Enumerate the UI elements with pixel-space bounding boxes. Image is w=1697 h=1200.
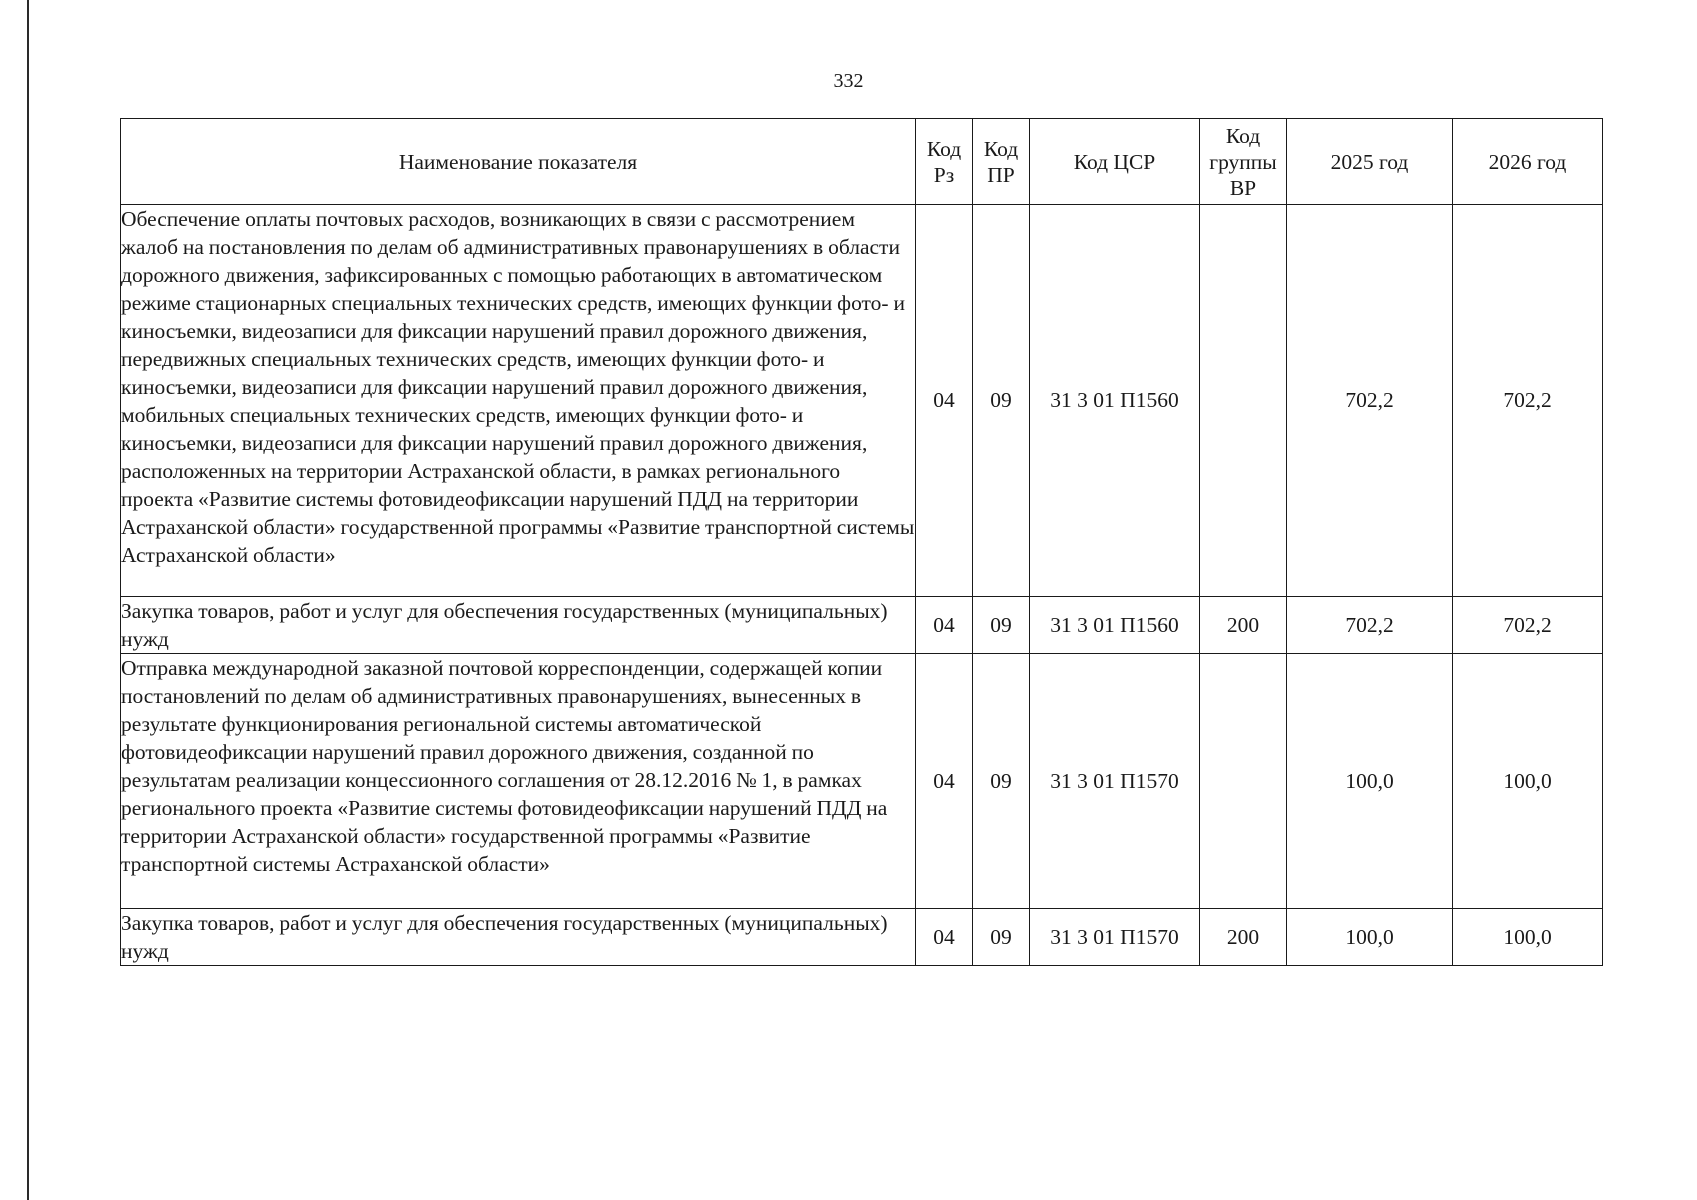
row-2025: 702,2 bbox=[1287, 597, 1453, 654]
binding-edge-line bbox=[27, 0, 29, 1200]
row-2025: 702,2 bbox=[1287, 205, 1453, 597]
row-rz: 04 bbox=[916, 597, 973, 654]
row-pr: 09 bbox=[973, 597, 1030, 654]
row-2026: 100,0 bbox=[1453, 654, 1603, 909]
row-vr: 200 bbox=[1200, 909, 1287, 966]
header-pr: Код ПР bbox=[973, 119, 1030, 205]
row-vr bbox=[1200, 205, 1287, 597]
row-name: Закупка товаров, работ и услуг для обеспечения государственных (муниципальных) нужд bbox=[121, 597, 916, 654]
header-vr: Код группы ВР bbox=[1200, 119, 1287, 205]
table-row bbox=[121, 205, 1603, 597]
row-2026: 702,2 bbox=[1453, 205, 1603, 597]
row-name: Отправка международной заказной почтовой корреспонденции, содержащей копии постановлений по делам об административных правонарушениях, вынесенных в результате функционирования региональной системы автоматической фотовидеофиксации нарушений правил дорожного движения, созданной по результатам реализации концессионного соглашения от 28.12.2016 № 1, в рамках регионального проекта «Развитие системы фотовидеофиксации нарушений ПДД на территории Астраханской области» государственной программы «Развитие транспортной системы Астраханской области» bbox=[121, 654, 916, 909]
row-name: Обеспечение оплаты почтовых расходов, возникающих в связи с рассмотрением жалоб на постановления по делам об административных правонарушениях в области дорожного движения, зафиксированных с помощью работающих в автоматическом режиме стационарных специальных технических средств, имеющих функции фото- и киносъемки, видеозаписи для фиксации нарушений правил дорожного движения, передвижных специальных технических средств, имеющих функции фото- и киносъемки, видеозаписи для фиксации нарушений правил дорожного движения, мобильных специальных технических средств, имеющих функции фото- и киносъемки, видеозаписи для фиксации нарушений правил дорожного движения, расположенных на территории Астраханской области, в рамках регионального проекта «Развитие системы фотовидеофиксации нарушений ПДД на территории Астраханской области» государственной программы «Развитие транспортной системы Астраханской области» bbox=[121, 205, 916, 597]
header-2025: 2025 год bbox=[1287, 119, 1453, 205]
header-name: Наименование показателя bbox=[121, 119, 916, 205]
row-2026: 702,2 bbox=[1453, 597, 1603, 654]
table-row bbox=[121, 654, 1603, 909]
row-rz: 04 bbox=[916, 654, 973, 909]
row-csr: 31 3 01 П1570 bbox=[1030, 654, 1200, 909]
row-csr: 31 3 01 П1570 bbox=[1030, 909, 1200, 966]
row-csr: 31 3 01 П1560 bbox=[1030, 597, 1200, 654]
row-rz: 04 bbox=[916, 909, 973, 966]
table-header-row bbox=[121, 119, 1603, 205]
row-2025: 100,0 bbox=[1287, 654, 1453, 909]
row-name: Закупка товаров, работ и услуг для обеспечения государственных (муниципальных) нужд bbox=[121, 909, 916, 966]
row-rz: 04 bbox=[916, 205, 973, 597]
page-number: 332 bbox=[833, 70, 864, 92]
row-pr: 09 bbox=[973, 909, 1030, 966]
table-row bbox=[121, 909, 1603, 966]
row-pr: 09 bbox=[973, 205, 1030, 597]
budget-table bbox=[120, 118, 1603, 966]
header-rz: Код Рз bbox=[916, 119, 973, 205]
row-pr: 09 bbox=[973, 654, 1030, 909]
row-2026: 100,0 bbox=[1453, 909, 1603, 966]
row-csr: 31 3 01 П1560 bbox=[1030, 205, 1200, 597]
header-csr: Код ЦСР bbox=[1030, 119, 1200, 205]
row-vr bbox=[1200, 654, 1287, 909]
row-vr: 200 bbox=[1200, 597, 1287, 654]
header-2026: 2026 год bbox=[1453, 119, 1603, 205]
table-row bbox=[121, 597, 1603, 654]
row-2025: 100,0 bbox=[1287, 909, 1453, 966]
